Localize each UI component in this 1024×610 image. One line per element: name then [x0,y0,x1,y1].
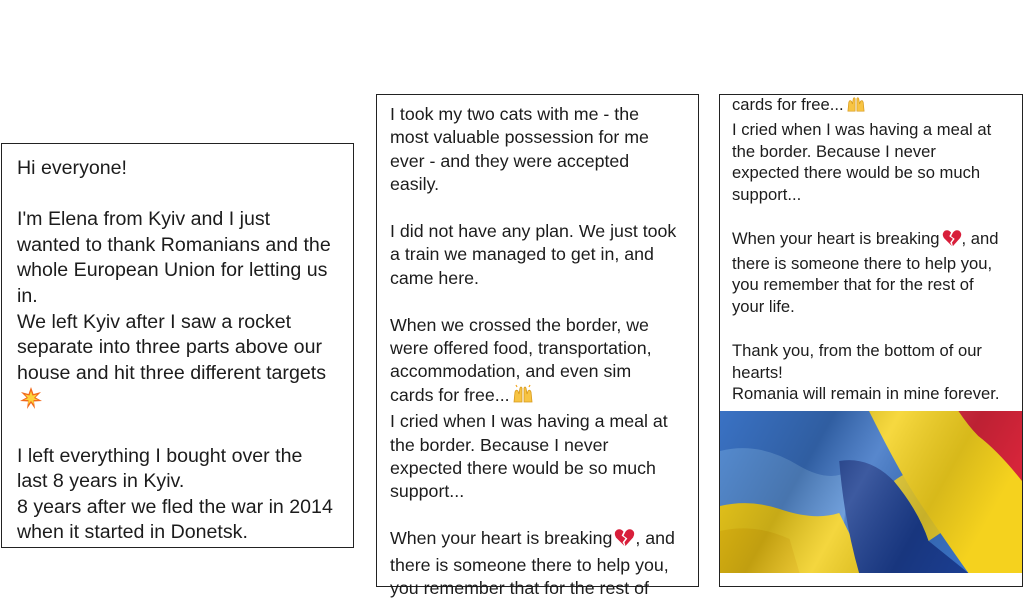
text-line: accommodation, and even sim [390,361,632,382]
text-fragment: When your heart is breaking [390,528,613,549]
text-line: I left everything I bought over the [17,444,303,467]
raising-hands-icon [512,384,534,410]
text-line: when it started in Donetsk. [17,521,248,544]
collision-icon [19,386,43,418]
text-line: expected there would be so much [390,458,656,479]
text-line: I took my two cats with me - the [390,104,640,124]
text-line: a train we managed to get in, and [390,244,654,265]
broken-heart-icon [614,528,635,553]
text-line [732,228,1016,253]
text-line: 8 years after we fled the war in 2014 [17,495,333,518]
emoji-line [17,386,338,418]
text-line: last 8 years in Kyiv. [17,470,185,493]
text-line: you remember that for the rest of [390,578,649,599]
text-fragment: cards for free... [390,384,510,405]
text-line: When we crossed the border, we [390,314,649,335]
text-line: the border. Because I never [732,141,936,161]
text-line: I did not have any plan. We just took [390,221,677,242]
text-line: Hi everyone! [17,157,127,179]
text-line: expected there would be so much [732,163,981,183]
text-line: Romania will remain in mine forever. [732,384,1000,404]
text-line: I cried when I was having a meal at [390,411,668,432]
paragraph-gap [732,318,1016,340]
text-line: the border. Because I never [390,434,609,455]
text-line [390,384,686,410]
raising-hands-icon [846,95,866,119]
text-line: whole European Union for letting us [17,259,328,282]
story-text [732,94,1016,405]
text-line: support... [732,185,802,205]
text-line: your life. [732,297,795,317]
text-line: came here. [390,267,479,288]
story-panel-2 [376,94,699,599]
text-line: there is someone there to help you, [732,253,993,273]
text-line: We left Kyiv after I saw a rocket [17,310,292,333]
text-line: support... [390,481,465,502]
text-line: you remember that for the rest of [732,275,974,295]
text-fragment: , and [961,228,999,248]
ukraine-romania-flags-image [720,411,1022,573]
text-line: ever - and they were accepted [390,150,630,171]
text-line: I'm Elena from Kyiv and I just [17,208,271,231]
text-fragment: When your heart is breaking [732,228,940,248]
text-line: most valuable possession for me [390,127,649,148]
text-fragment: cards for free... [732,95,844,114]
text-line: easily. [390,174,440,195]
story-panel-3 [719,94,1023,587]
text-line [732,94,1016,119]
flags-graphic [720,411,1022,573]
paragraph-gap [17,418,338,444]
text-line: were offered food, transportation, [390,338,652,359]
text-line: I cried when I was having a meal at [732,119,992,139]
text-line: hearts! [732,362,783,382]
text-fragment: , and [635,528,675,549]
text-line: house and hit three different targets [17,361,326,384]
broken-heart-icon [942,229,962,253]
paragraph-gap [390,504,686,527]
text-line: in. [17,284,38,307]
text-line: there is someone there to help you, [390,554,669,575]
paragraph-gap [17,182,338,208]
text-line: wanted to thank Romanians and the [17,233,331,256]
paragraph-gap [390,290,686,313]
paragraph-gap [390,197,686,220]
text-line: separate into three parts above our [17,336,322,359]
text-line [390,527,686,553]
story-panel-1 [1,143,354,548]
text-line: Thank you, from the bottom of our [732,340,982,360]
paragraph-gap [732,206,1016,228]
